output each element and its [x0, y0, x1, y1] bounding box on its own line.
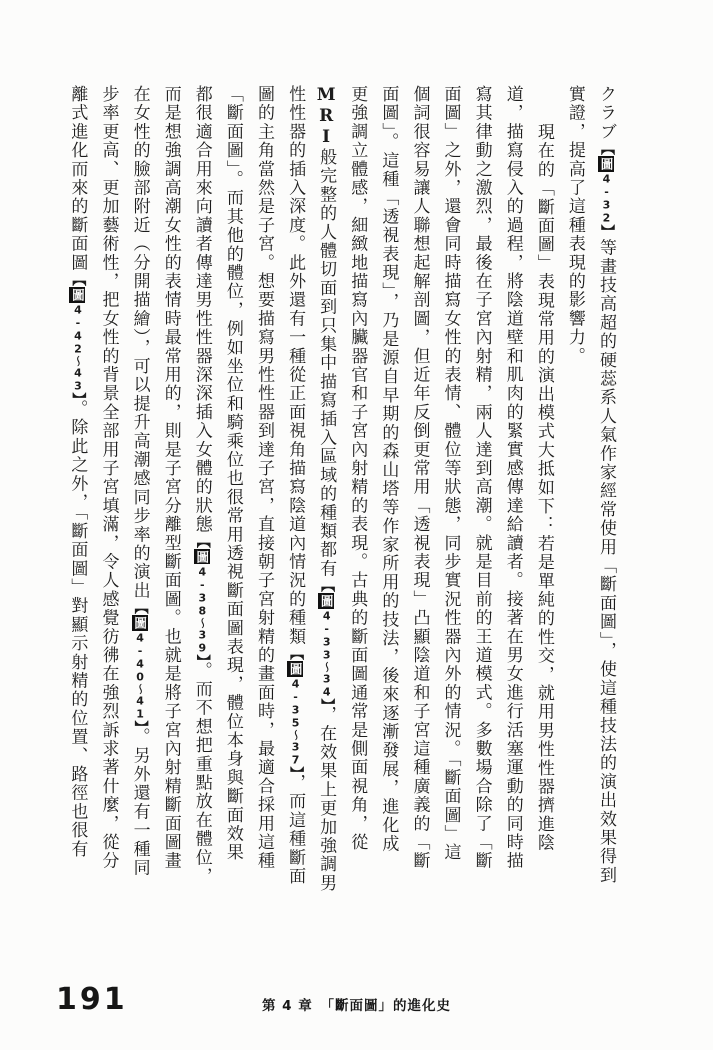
text-column — [125, 85, 156, 895]
column-text: 等畫技高超的硬蕊系人氣作家經常使用「斷面圖」，使這種技法的演出效果得到 — [597, 238, 616, 885]
figure-reference — [597, 141, 616, 239]
figure-number: - — [600, 185, 613, 199]
figure-bracket-close-icon: 】 — [319, 698, 335, 706]
text-column — [342, 85, 373, 895]
figure-bracket-open-icon: 【 — [319, 578, 335, 593]
figure-number: - — [320, 622, 334, 636]
text-column — [529, 85, 560, 895]
column-text: 在女性的臉部附近（分開描繪），可以提升高潮感同步率的演出 — [130, 85, 150, 601]
text-column — [467, 85, 498, 895]
figure-number: 3 — [195, 628, 209, 642]
column-text: 實證，提高了這種表現的影響力。 — [565, 85, 585, 366]
text-column — [560, 85, 591, 895]
figure-number: 〜 — [289, 729, 302, 741]
text-column — [591, 85, 622, 895]
figure-number: - — [289, 690, 303, 704]
column-text: 都很適合用來向讀者傳達男性性器深深插入女體的狀態 — [192, 85, 212, 534]
column-text: 道，描寫侵入的過程，將陰道壁和肌肉的緊實感傳達給讀者。接著在男女進行活塞運動的同時描 — [503, 85, 523, 871]
figure-bracket-open-icon: 【 — [70, 272, 86, 286]
text-column — [218, 85, 249, 895]
text-column — [280, 85, 311, 895]
column-text: ，在效果上更加強調男 — [317, 705, 337, 893]
figure-number: 3 — [600, 198, 613, 212]
text-column — [435, 85, 466, 895]
figure-bracket-open-icon: 【 — [288, 646, 304, 660]
figure-number: 9 — [195, 641, 209, 655]
figure-number: 4 — [195, 565, 209, 579]
text-column — [187, 85, 218, 895]
figure-label-badge: 圖 — [194, 550, 209, 563]
figure-label-badge: 圖 — [288, 662, 303, 675]
column-text: 「斷面圖」。而其他的體位，例如坐位和騎乘位也很常用透視斷面圖表現，體位本身與斷面效果 — [223, 85, 243, 862]
column-text: 而是想強調高潮女性的表情時最常用的，則是子宮分離型斷面圖。也就是將子宮內射精斷面圖畫 — [161, 85, 181, 871]
text-column — [62, 85, 93, 895]
figure-label-badge: 圖 — [599, 157, 613, 171]
text-column — [93, 85, 124, 895]
figure-number: 4 — [133, 631, 147, 645]
figure-number: 4 — [320, 609, 334, 623]
figure-label-badge: 圖 — [319, 594, 334, 608]
column-text: 。除此之外，「斷面圖」對顯示射精的位置、路徑也很有 — [68, 399, 88, 859]
figure-number: 〜 — [133, 683, 146, 695]
figure-bracket-open-icon: 【 — [599, 141, 614, 156]
figure-number: 2 — [71, 342, 85, 356]
column-text: 步率更高、更加藝術性，把女性的背景全部用子宮填滿，令人感覺彷彿在強烈訴求著什麼，從分 — [99, 85, 119, 871]
figure-number: 4 — [600, 172, 613, 186]
figure-number: 4 — [71, 329, 85, 343]
figure-number: - — [133, 644, 147, 658]
figure-number: 3 — [289, 703, 303, 717]
figure-number: 5 — [289, 716, 303, 730]
figure-number: - — [195, 578, 209, 592]
figure-bracket-close-icon: 】 — [194, 654, 210, 662]
figure-bracket-open-icon: 【 — [194, 533, 210, 548]
figure-number: 〜 — [320, 661, 333, 673]
column-text: 個詞很容易讓人聯想起解剖圖，但近年反倒更常用「透視表現」凸顯陰道和子宮這種廣義的「斷 — [410, 85, 430, 871]
figure-number: 3 — [195, 591, 209, 605]
figure-number: 4 — [71, 366, 85, 380]
figure-number: 0 — [133, 670, 147, 684]
figure-number: 4 — [320, 685, 334, 699]
figure-bracket-close-icon: 】 — [70, 392, 86, 400]
figure-reference — [317, 578, 336, 706]
vertical-text-block — [62, 85, 622, 895]
figure-number: 7 — [289, 753, 303, 767]
figure-number: 〜 — [195, 617, 208, 629]
figure-reference — [286, 646, 305, 774]
column-text: 更強調立體感，細緻地描寫內臟器官和子宮內射精的表現。古典的斷面圖通常是側面視角，從 — [348, 85, 368, 852]
figure-number: 4 — [133, 694, 147, 708]
figure-reference — [68, 272, 87, 400]
column-text: クラブ — [597, 85, 616, 142]
figure-bracket-close-icon: 】 — [132, 720, 148, 728]
page-number: 191 — [56, 982, 128, 1017]
column-text: 般完整的人體切面到只集中描寫插入區域的種類都有 — [317, 148, 337, 579]
figure-number: 4 — [133, 657, 147, 671]
text-column — [156, 85, 187, 895]
column-text: 。另外還有一種同 — [130, 727, 150, 878]
figure-number: 8 — [195, 604, 209, 618]
figure-number: 3 — [320, 635, 334, 649]
figure-bracket-open-icon: 【 — [132, 600, 148, 615]
figure-label-badge: 圖 — [132, 616, 147, 630]
text-column — [498, 85, 529, 895]
figure-number: 1 — [133, 707, 147, 721]
column-text: 性性器的插入深度。此外還有一種從正面視角描寫陰道內情況的種類 — [286, 85, 306, 646]
column-text: 。而不想把重點放在體位， — [192, 661, 212, 886]
column-text: ，而這種斷面 — [286, 773, 306, 886]
column-text: 離式進化而來的斷面圖 — [68, 85, 88, 272]
figure-number: 3 — [289, 740, 303, 754]
figure-reference — [131, 600, 150, 728]
text-column — [311, 85, 342, 895]
figure-number: 2 — [600, 211, 613, 225]
upright-latin-text: MRI — [316, 85, 337, 148]
figure-reference — [193, 534, 212, 662]
chapter-footer: 第 4 章 「斷面圖」的進化史 — [261, 998, 452, 1014]
figure-number: 3 — [320, 672, 334, 686]
column-text: 圖的主角當然是子宮。想要描寫男性性器到達子宮，直接朝子宮射精的畫面時，最適合採用這種 — [254, 85, 274, 871]
figure-label-badge: 圖 — [70, 288, 85, 301]
text-column — [249, 85, 280, 895]
text-column — [404, 85, 435, 895]
figure-number: 4 — [289, 677, 303, 691]
column-text: 寫其律動之激烈，最後在子宮內射精，兩人達到高潮。就是目前的王道模式。多數場合除了「斷 — [472, 85, 492, 871]
figure-number: 4 — [71, 303, 85, 317]
column-text: 面圖」。這種「透視表現」，乃是源自早期的森山塔等作家所用的技法，後來逐漸發展，進化成 — [379, 85, 399, 854]
figure-number: 3 — [71, 379, 85, 393]
figure-bracket-close-icon: 】 — [599, 224, 614, 239]
column-text: 面圖」之外，還會同時描寫女性的表情、體位等狀態，同步實況性器內外的情況。「斷面圖」這 — [441, 85, 461, 862]
figure-number: - — [71, 316, 85, 330]
figure-number: 3 — [320, 648, 334, 662]
figure-bracket-close-icon: 】 — [288, 766, 304, 774]
column-text: 現在的「斷面圖」表現常用的演出模式大抵如下：若是單純的性交，就用男性性器擠進陰 — [534, 123, 554, 853]
figure-number: 〜 — [71, 355, 84, 367]
text-column — [373, 85, 404, 895]
